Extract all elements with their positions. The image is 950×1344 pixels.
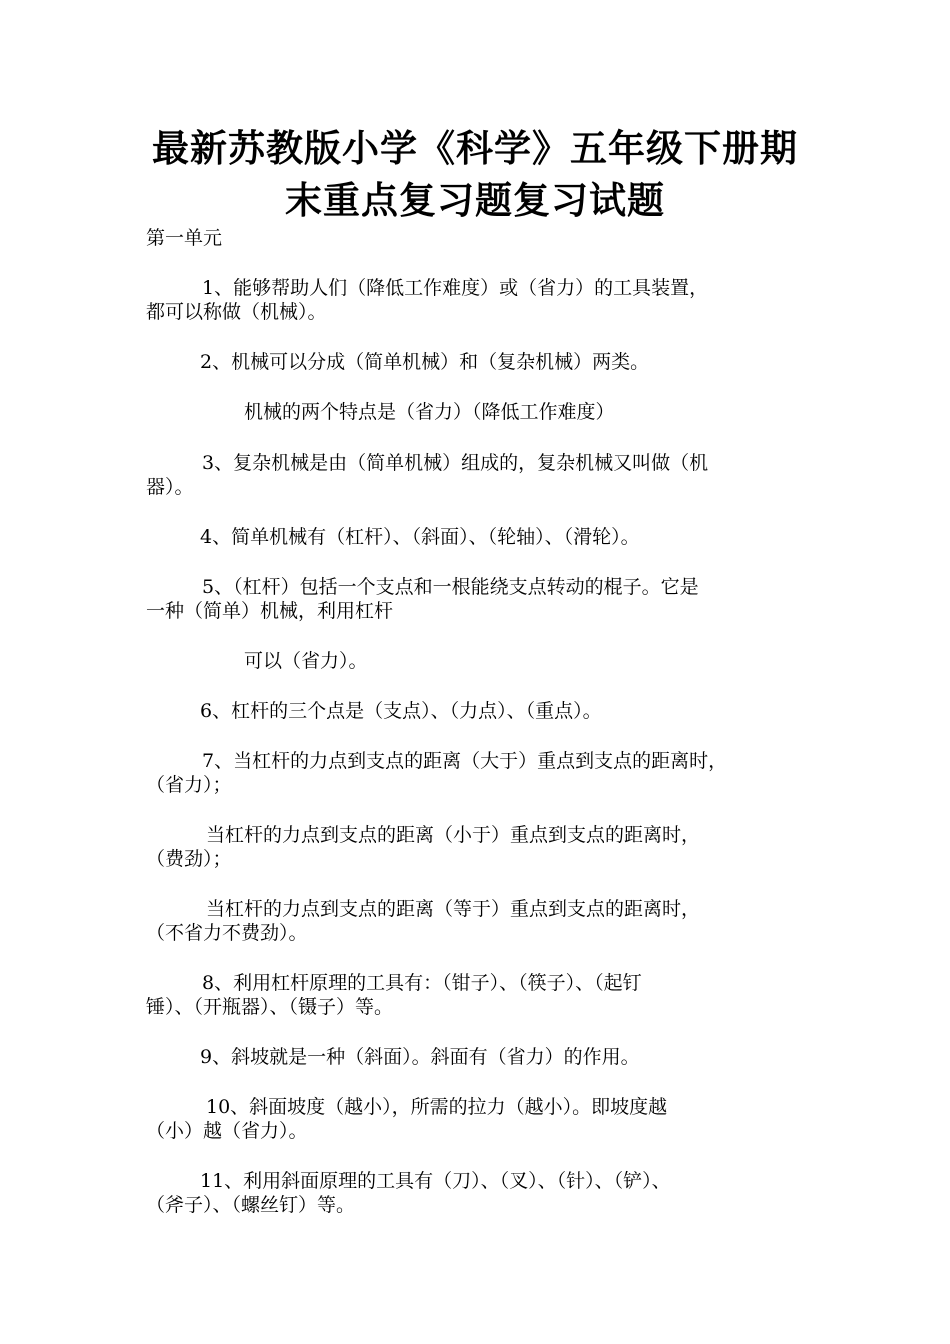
section-heading: 第一单元	[146, 227, 223, 249]
question-11-line-2: （斧子）、（螺丝钉）等。	[146, 1194, 356, 1216]
question-5-line-3: 可以（省力）。	[244, 650, 368, 672]
question-4-line-1: 4、简单机械有（杠杆）、（斜面）、（轮轴）、（滑轮）。	[200, 526, 640, 548]
question-7-line-5: 当杠杆的力点到支点的距离（等于）重点到支点的距离时，	[206, 898, 701, 920]
document-title-line-2: 末重点复习题复习试题	[285, 179, 665, 222]
question-10-line-1: 10、斜面坡度（越小），所需的拉力（越小）。即坡度越	[206, 1096, 668, 1118]
question-10-line-2: （小）越（省力）。	[146, 1120, 308, 1142]
question-7-line-2: （省力）；	[146, 774, 232, 796]
question-3-line-2: 器）。	[146, 476, 194, 498]
question-5-line-2: 一种（简单）机械，利用杠杆	[146, 600, 394, 622]
question-9-line-1: 9、斜坡就是一种（斜面）。斜面有（省力）的作用。	[200, 1046, 640, 1068]
question-8-line-2: 锤）、（开瓶器）、（镊子）等。	[146, 996, 394, 1018]
question-11-line-1: 11、利用斜面原理的工具有（刀）、（叉）、（针）、（铲）、	[200, 1170, 671, 1192]
document-title-line-1: 最新苏教版小学《科学》五年级下册期	[152, 127, 798, 170]
question-7-line-4: （费劲）；	[146, 848, 232, 870]
question-1-line-1: 1、能够帮助人们（降低工作难度）或（省力）的工具装置，	[202, 277, 709, 299]
question-8-line-1: 8、利用杠杆原理的工具有：（钳子）、（筷子）、（起钉	[202, 972, 642, 994]
question-7-line-1: 7、当杠杆的力点到支点的距离（大于）重点到支点的距离时，	[202, 750, 728, 772]
question-1-line-2: 都可以称做（机械）。	[146, 301, 327, 323]
question-7-line-3: 当杠杆的力点到支点的距离（小于）重点到支点的距离时，	[206, 824, 701, 846]
question-2-line-1: 2、机械可以分成（简单机械）和（复杂机械）两类。	[200, 351, 650, 373]
question-2-line-2: 机械的两个特点是（省力）（降低工作难度）	[244, 401, 615, 423]
question-6-line-1: 6、杠杆的三个点是（支点）、（力点）、（重点）。	[200, 700, 602, 722]
question-7-line-6: （不省力不费劲）。	[146, 922, 308, 944]
question-5-line-1: 5、（杠杆）包括一个支点和一根能绕支点转动的棍子。它是	[202, 576, 699, 598]
question-3-line-1: 3、复杂机械是由（简单机械）组成的，复杂机械又叫做（机	[202, 452, 709, 474]
